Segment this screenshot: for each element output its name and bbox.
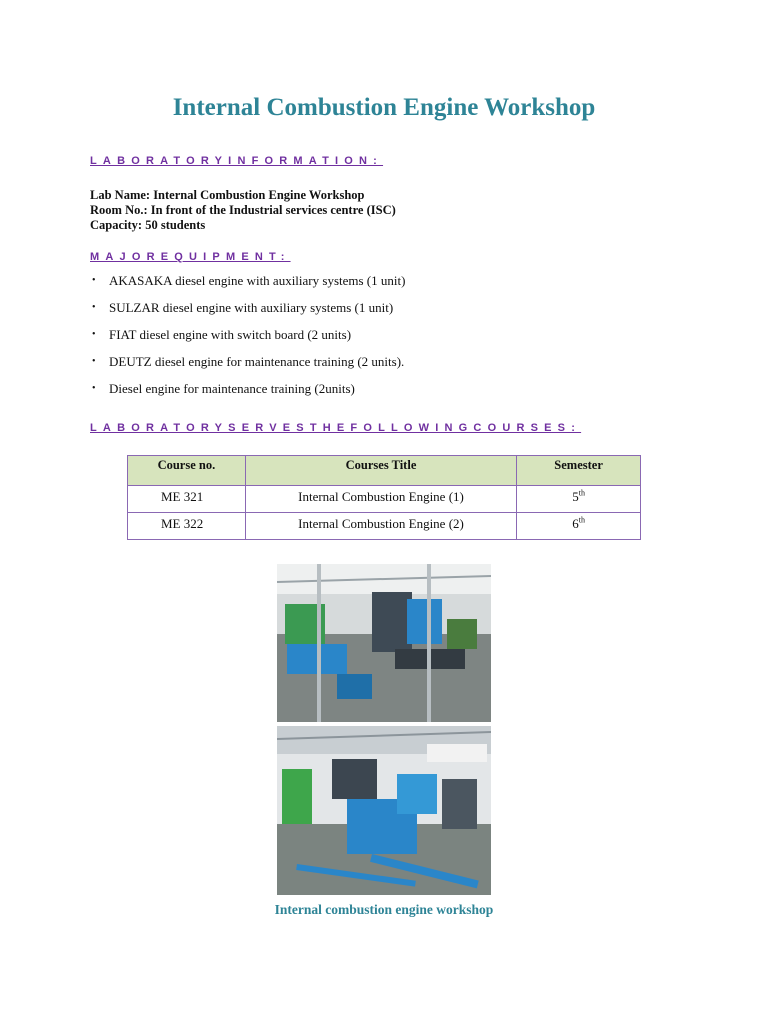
list-item: • SULZAR diesel engine with auxiliary systems (1 unit) [92,299,405,326]
course-title-cell: Internal Combustion Engine (2) [245,513,516,540]
semester-cell: 6th [517,513,641,540]
semester-cell: 5th [517,486,641,513]
equipment-heading: MAJOREQUIPMENT: [90,251,291,263]
bullet-icon: • [92,275,96,286]
list-item: • Diesel engine for maintenance training (2units) [92,380,405,407]
list-item: • AKASAKA diesel engine with auxiliary systems (1 unit) [92,272,405,299]
column-header-title: Courses Title [245,456,516,486]
list-item: • DEUTZ diesel engine for maintenance training (2 units). [92,353,405,380]
workshop-photo [277,564,491,895]
table-row [128,513,641,540]
room-no-line: Room No.: In front of the Industrial services centre (ISC) [90,203,396,217]
courses-heading: LABORATORYSERVESTHEFOLLOWINGCOURSES: [90,422,582,434]
course-no-cell: ME 322 [128,513,246,540]
capacity-line: Capacity: 50 students [90,218,206,232]
equipment-list [92,272,405,407]
bullet-icon: • [92,383,96,394]
photo-caption: Internal combustion engine workshop [274,902,494,917]
column-header-semester: Semester [517,456,641,486]
course-title-cell: Internal Combustion Engine (1) [245,486,516,513]
lab-info-heading: LABORATORYINFORMATION: [90,155,384,167]
bullet-icon: • [92,356,96,367]
page-title: Internal Combustion Engine Workshop [172,94,596,121]
bullet-icon: • [92,329,96,340]
workshop-photo-illustration [277,564,491,895]
lab-info-block [90,188,396,233]
column-header-course-no: Course no. [128,456,246,486]
table-row [128,486,641,513]
courses-table [127,455,641,540]
table-header-row [128,456,641,486]
bullet-icon: • [92,302,96,313]
course-no-cell: ME 321 [128,486,246,513]
lab-name-line: Lab Name: Internal Combustion Engine Workshop [90,188,365,202]
list-item: • FIAT diesel engine with switch board (2 units) [92,326,405,353]
